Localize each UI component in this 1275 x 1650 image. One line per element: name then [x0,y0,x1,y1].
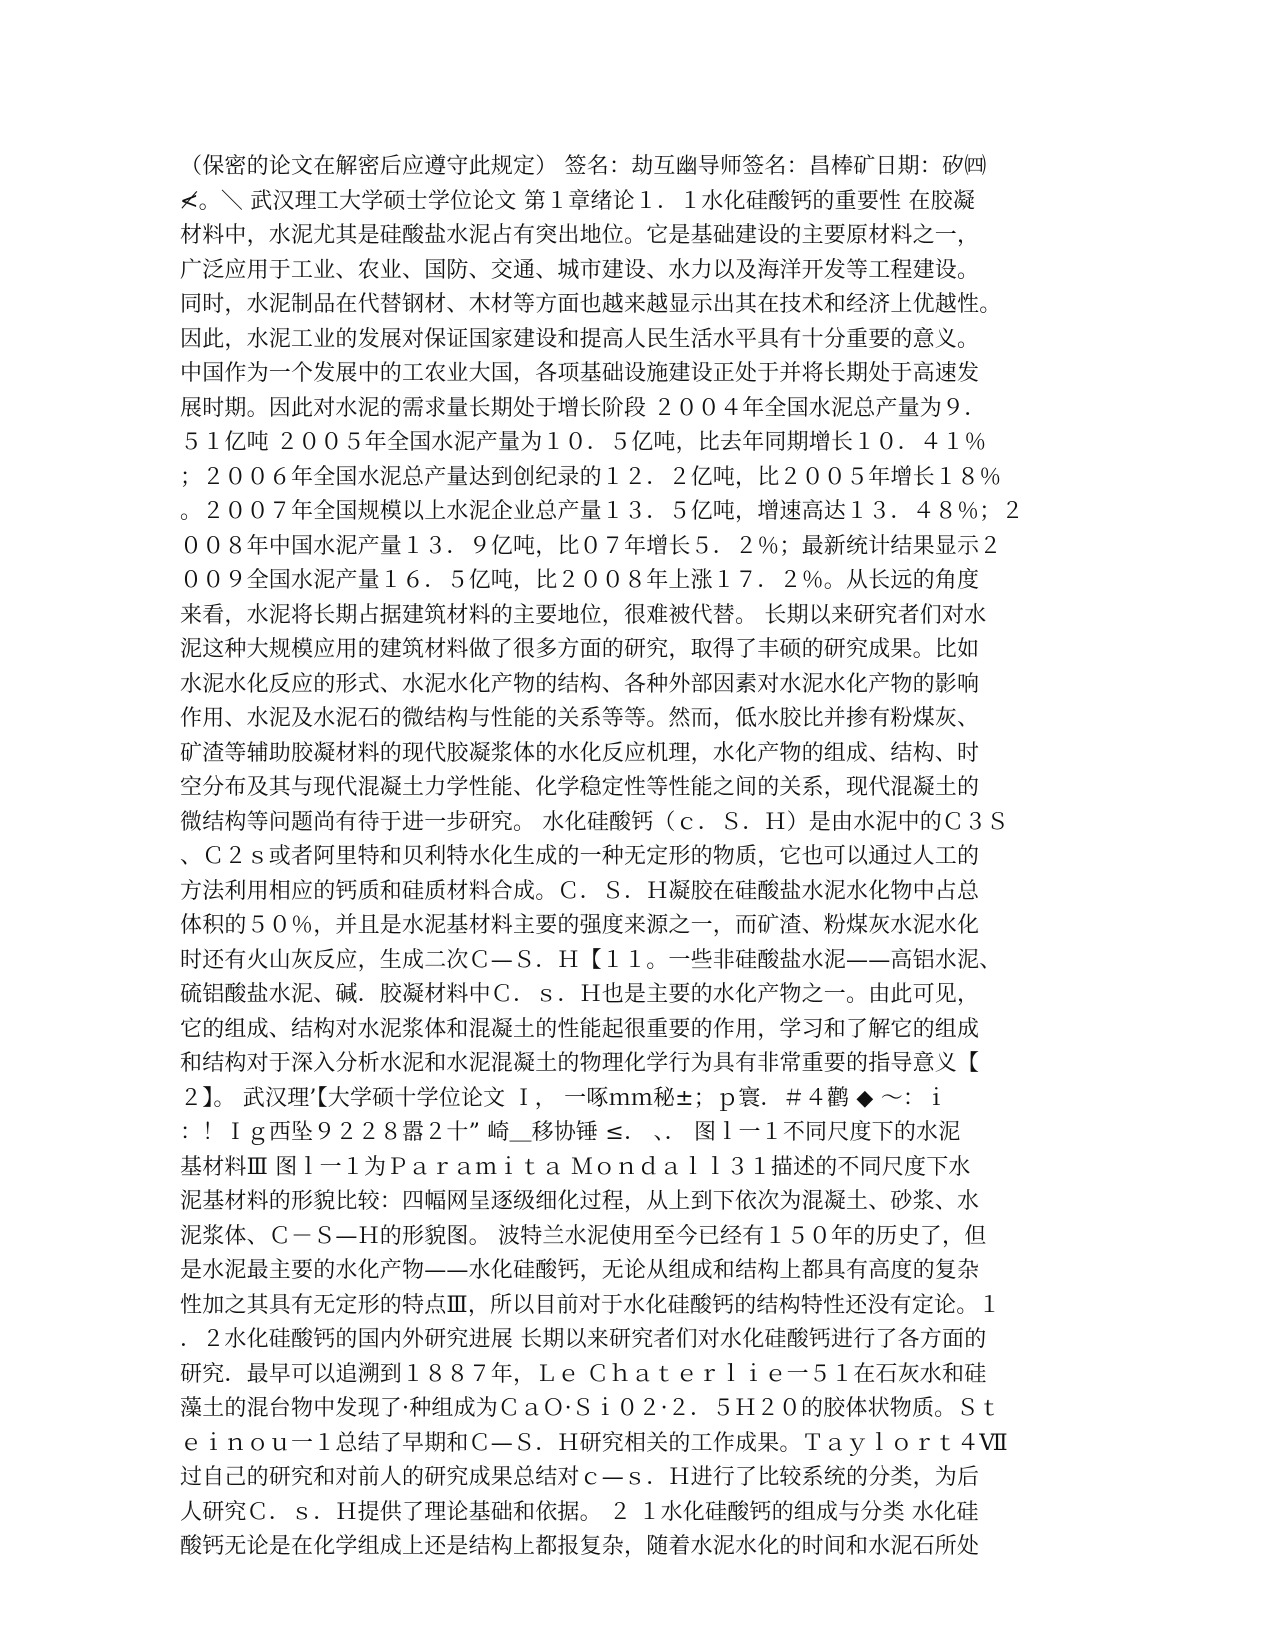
text-line: ；２００６年全国水泥总产量达到创纪录的１２．２亿吨，比２００５年增长１８％ [180,464,1002,490]
document-page [180,150,1080,1559]
text-line: ５１亿吨 ２００５年全国水泥产量为１０．５亿吨，比去年同期增长１０．４１％ [180,430,987,455]
text-line: ≮。＼ 武汉理工大学硕士学位论文 第１章绪论１．１水化硅酸钙的重要性 在胶凝 [180,188,976,214]
text-line: 、Ｃ２ｓ或者阿里特和贝利特水化生成的一种无定形的物质，它也可以通过人工的 [180,844,980,869]
text-line: 硫铝酸盐水泥、碱．胶凝材料中Ｃ．ｓ．Ｈ也是主要的水化产物之一。由此可见， [180,982,980,1007]
text-line: ｅｉｎｏｕ一１总结了早期和Ｃ—Ｓ．Ｈ研究相关的工作成果。Ｔａｙｌｏｒｔ４Ⅶ [180,1430,1008,1456]
text-line: 同时，水泥制品在代替钢材、木材等方面也越来越显示出其在技术和经济上优越性。 [180,292,1002,317]
text-line: 广泛应用于工业、农业、国防、交通、城市建设、水力以及海洋开发等工程建设。 [180,257,980,283]
text-line: 它的组成、结构对水泥浆体和混凝土的性能起很重要的作用，学习和了解它的组成 [180,1016,980,1042]
text-line: 人研究Ｃ．ｓ．Ｈ提供了理论基础和依据。 ２ １水化硅酸钙的组成与分类 水化硅 [180,1499,979,1525]
text-line: 藻土的混台物中发现了·种组成为ＣａＯ·Ｓｉ０２·２．５Ｈ２０的胶体状物质。Ｓｔ [180,1396,1001,1421]
text-line: 泥浆体、Ｃ－Ｓ—Ｈ的形貌图。 波特兰水泥使用至今已经有１５０年的历史了，但 [180,1223,987,1249]
text-line: 研究．最早可以追溯到１８８７年，Ｌｅ Ｃｈａｔｅｒｌｉｅ一５１在石灰水和硅 [180,1361,987,1387]
text-line: ００８年中国水泥产量１３．９亿吨，比０７年增长５．２％；最新统计结果显示２ [180,533,1002,559]
text-line: 酸钙无论是在化学组成上还是结构上都报复杂，随着水泥水化的时间和水泥石所处 [180,1534,980,1559]
text-line: 时还有火山灰反应，生成二次Ｃ—Ｓ．Ｈ【１１。一些非硅酸盐水泥——高铝水泥、 [180,947,1002,973]
text-line: 泥基材料的形貌比较：四幅网呈逐级细化过程，从上到下依次为混凝土、砂浆、水 [180,1189,980,1214]
text-line: 中国作为一个发展中的工农业大国，各项基础设施建设正处于并将长期处于高速发 [180,361,980,386]
text-line: 水泥水化反应的形式、水泥水化产物的结构、各种外部因素对水泥水化产物的影响 [180,671,980,697]
text-line: 性加之其具有无定形的特点Ⅲ，所以目前对于水化硅酸钙的结构特性还没有定论。１ [180,1292,1001,1318]
text-line: 因此，水泥工业的发展对保证国家建设和提高人民生活水平具有十分重要的意义。 [180,326,980,352]
text-line: 。２００７年全国规模以上水泥企业总产量１３．５亿吨，增速高达１３．４８％；２ [180,499,1024,524]
text-line: 作用、水泥及水泥石的微结构与性能的关系等等。然而，低水胶比并掺有粉煤灰、 [180,706,980,731]
text-line: 过自己的研究和对前人的研究成果总结对ｃ—ｓ．Ｈ进行了比较系统的分类，为后 [180,1465,980,1490]
text-line: 基材料Ⅲ 图ｌ一１为Ｐａｒａｍｉｔａ Ｍｏｎｄａｌｌ３１描述的不同尺度下水 [180,1154,971,1180]
text-line: ００９全国水泥产量１６．５亿吨，比２００８年上涨１７．２％。从长远的角度 [180,568,980,593]
text-line: 展时期。因此对水泥的需求量长期处于增长阶段 ２００４年全国水泥总产量为９． [180,395,987,421]
text-line: 材料中，水泥尤其是硅酸盐水泥占有突出地位。它是基础建设的主要原材料之一， [180,223,980,248]
text-line: 微结构等问题尚有待于进一步研究。 水化硅酸钙（ｃ．Ｓ．Ｈ）是由水泥中的Ｃ３Ｓ [180,809,1009,835]
text-line: ：！Ｉｇ西坠９２２８嚣２十” 崎＿移协锤 ≤． 、． 图ｌ一１不同尺度下的水泥 [180,1120,961,1145]
text-line: 体积的５０％，并且是水泥基材料主要的强度来源之一，而矿渣、粉煤灰水泥水化 [180,913,980,938]
text-line: 来看，水泥将长期占据建筑材料的主要地位，很难被代替。 长期以来研究者们对水 [180,602,987,628]
text-line: 矿渣等辅助胶凝材料的现代胶凝浆体的水化反应机理，水化产物的组成、结构、时 [180,740,980,766]
text-line: ．２水化硅酸钙的国内外研究进展 长期以来研究者们对水化硅酸钙进行了各方面的 [180,1327,987,1352]
text-line: （保密的论文在解密后应遵守此规定） 签名：劫互幽导师签名：昌棒矿日期：矽㈣ [180,154,987,179]
text-line: 和结构对于深入分析水泥和水泥混凝土的物理化学行为具有非常重要的指导意义【 [180,1051,980,1076]
text-line: 泥这种大规模应用的建筑材料做了很多方面的研究，取得了丰硕的研究成果。比如 [180,637,980,662]
text-line: 是水泥最主要的水化产物——水化硅酸钙，无论从组成和结构上都具有高度的复杂 [180,1258,980,1283]
text-line: ２】。 武汉理’【大学硕十学位论文 Ｉ， 一啄ｍｍ秘±；ｐ寰．＃４鹳 ◆ ～：ｉ [180,1085,948,1111]
document-body-text [180,150,1080,1565]
text-line: 空分布及其与现代混凝土力学性能、化学稳定性等性能之间的关系，现代混凝土的 [180,775,980,800]
text-line: 方法利用相应的钙质和硅质材料合成。Ｃ．Ｓ．Ｈ凝胶在硅酸盐水泥水化物中占总 [180,878,980,904]
